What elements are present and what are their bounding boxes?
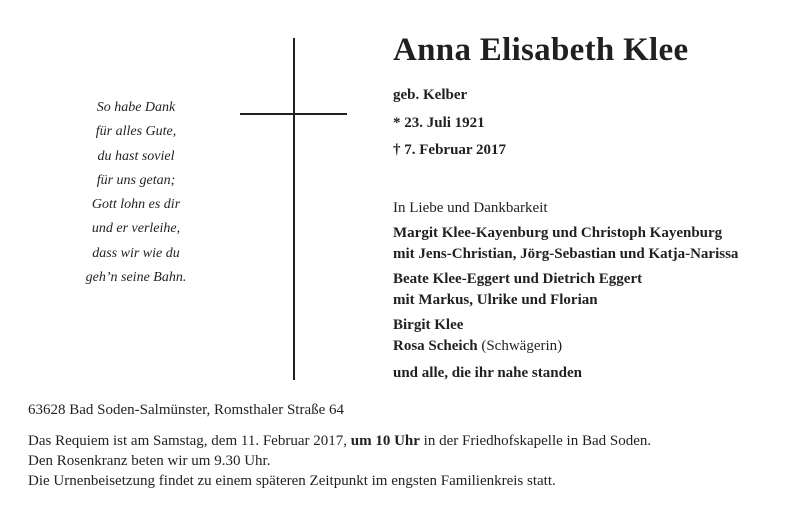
born-name: geb. Kelber — [393, 87, 468, 103]
mourner-group — [393, 315, 738, 358]
requiem-time: um 10 Uhr — [350, 433, 420, 449]
poem — [68, 96, 204, 290]
requiem-place: in der Friedhofskapelle in Bad Soden. — [419, 433, 652, 449]
mourner-line: mit Markus, Ulrike und Florian — [393, 292, 598, 308]
requiem-line — [28, 431, 788, 451]
poem-line: du hast soviel — [97, 148, 175, 164]
mourners-list — [393, 198, 738, 384]
mourner-name: Rosa Scheich — [393, 338, 478, 354]
deceased-name: Anna Elisabeth Klee — [393, 32, 689, 68]
mourner-group — [393, 269, 738, 312]
cross-horizontal-bar — [240, 113, 347, 115]
footer-info — [28, 400, 788, 491]
poem-line: für uns getan; — [96, 172, 176, 188]
mourner-line: Margit Klee-Kayenburg und Christoph Kayenburg — [393, 224, 723, 241]
death-date: † 7. Februar 2017 — [393, 142, 507, 158]
mourner-group — [393, 223, 738, 266]
poem-line: und er verleihe, — [91, 221, 181, 237]
poem-line: dass wir wie du — [92, 245, 180, 261]
requiem-text: Das Requiem ist am Samstag, dem 11. Februar 2017, — [28, 433, 351, 449]
rosary-line: Den Rosenkranz beten wir um 9.30 Uhr. — [28, 453, 271, 469]
mourner-line: mit Jens-Christian, Jörg-Sebastian und Katja-Narissa — [393, 246, 739, 262]
mourner-line: Birgit Klee — [393, 316, 464, 333]
burial-line: Die Urnenbeisetzung findet zu einem späteren Zeitpunkt im engsten Familienkreis statt. — [28, 473, 556, 489]
mourners-closing: und alle, die ihr nahe standen — [393, 364, 582, 381]
poem-line: Gott lohn es dir — [91, 197, 181, 213]
mourner-relation: (Schwägerin) — [481, 338, 563, 354]
mourner-line: Beate Klee-Eggert und Dietrich Eggert — [393, 270, 643, 287]
birth-date: * 23. Juli 1921 — [393, 114, 485, 131]
mourner-line — [393, 336, 738, 358]
poem-line: für alles Gute, — [95, 124, 177, 140]
deceased-bio — [393, 82, 506, 165]
deceased-header — [393, 26, 793, 74]
family-address: 63628 Bad Soden-Salmünster, Romsthaler Straße 64 — [28, 402, 345, 418]
poem-line: geh’n seine Bahn. — [85, 270, 187, 286]
cross-vertical-bar — [293, 38, 295, 380]
mourners-intro: In Liebe und Dankbarkeit — [393, 200, 548, 216]
poem-line: So habe Dank — [96, 100, 176, 115]
